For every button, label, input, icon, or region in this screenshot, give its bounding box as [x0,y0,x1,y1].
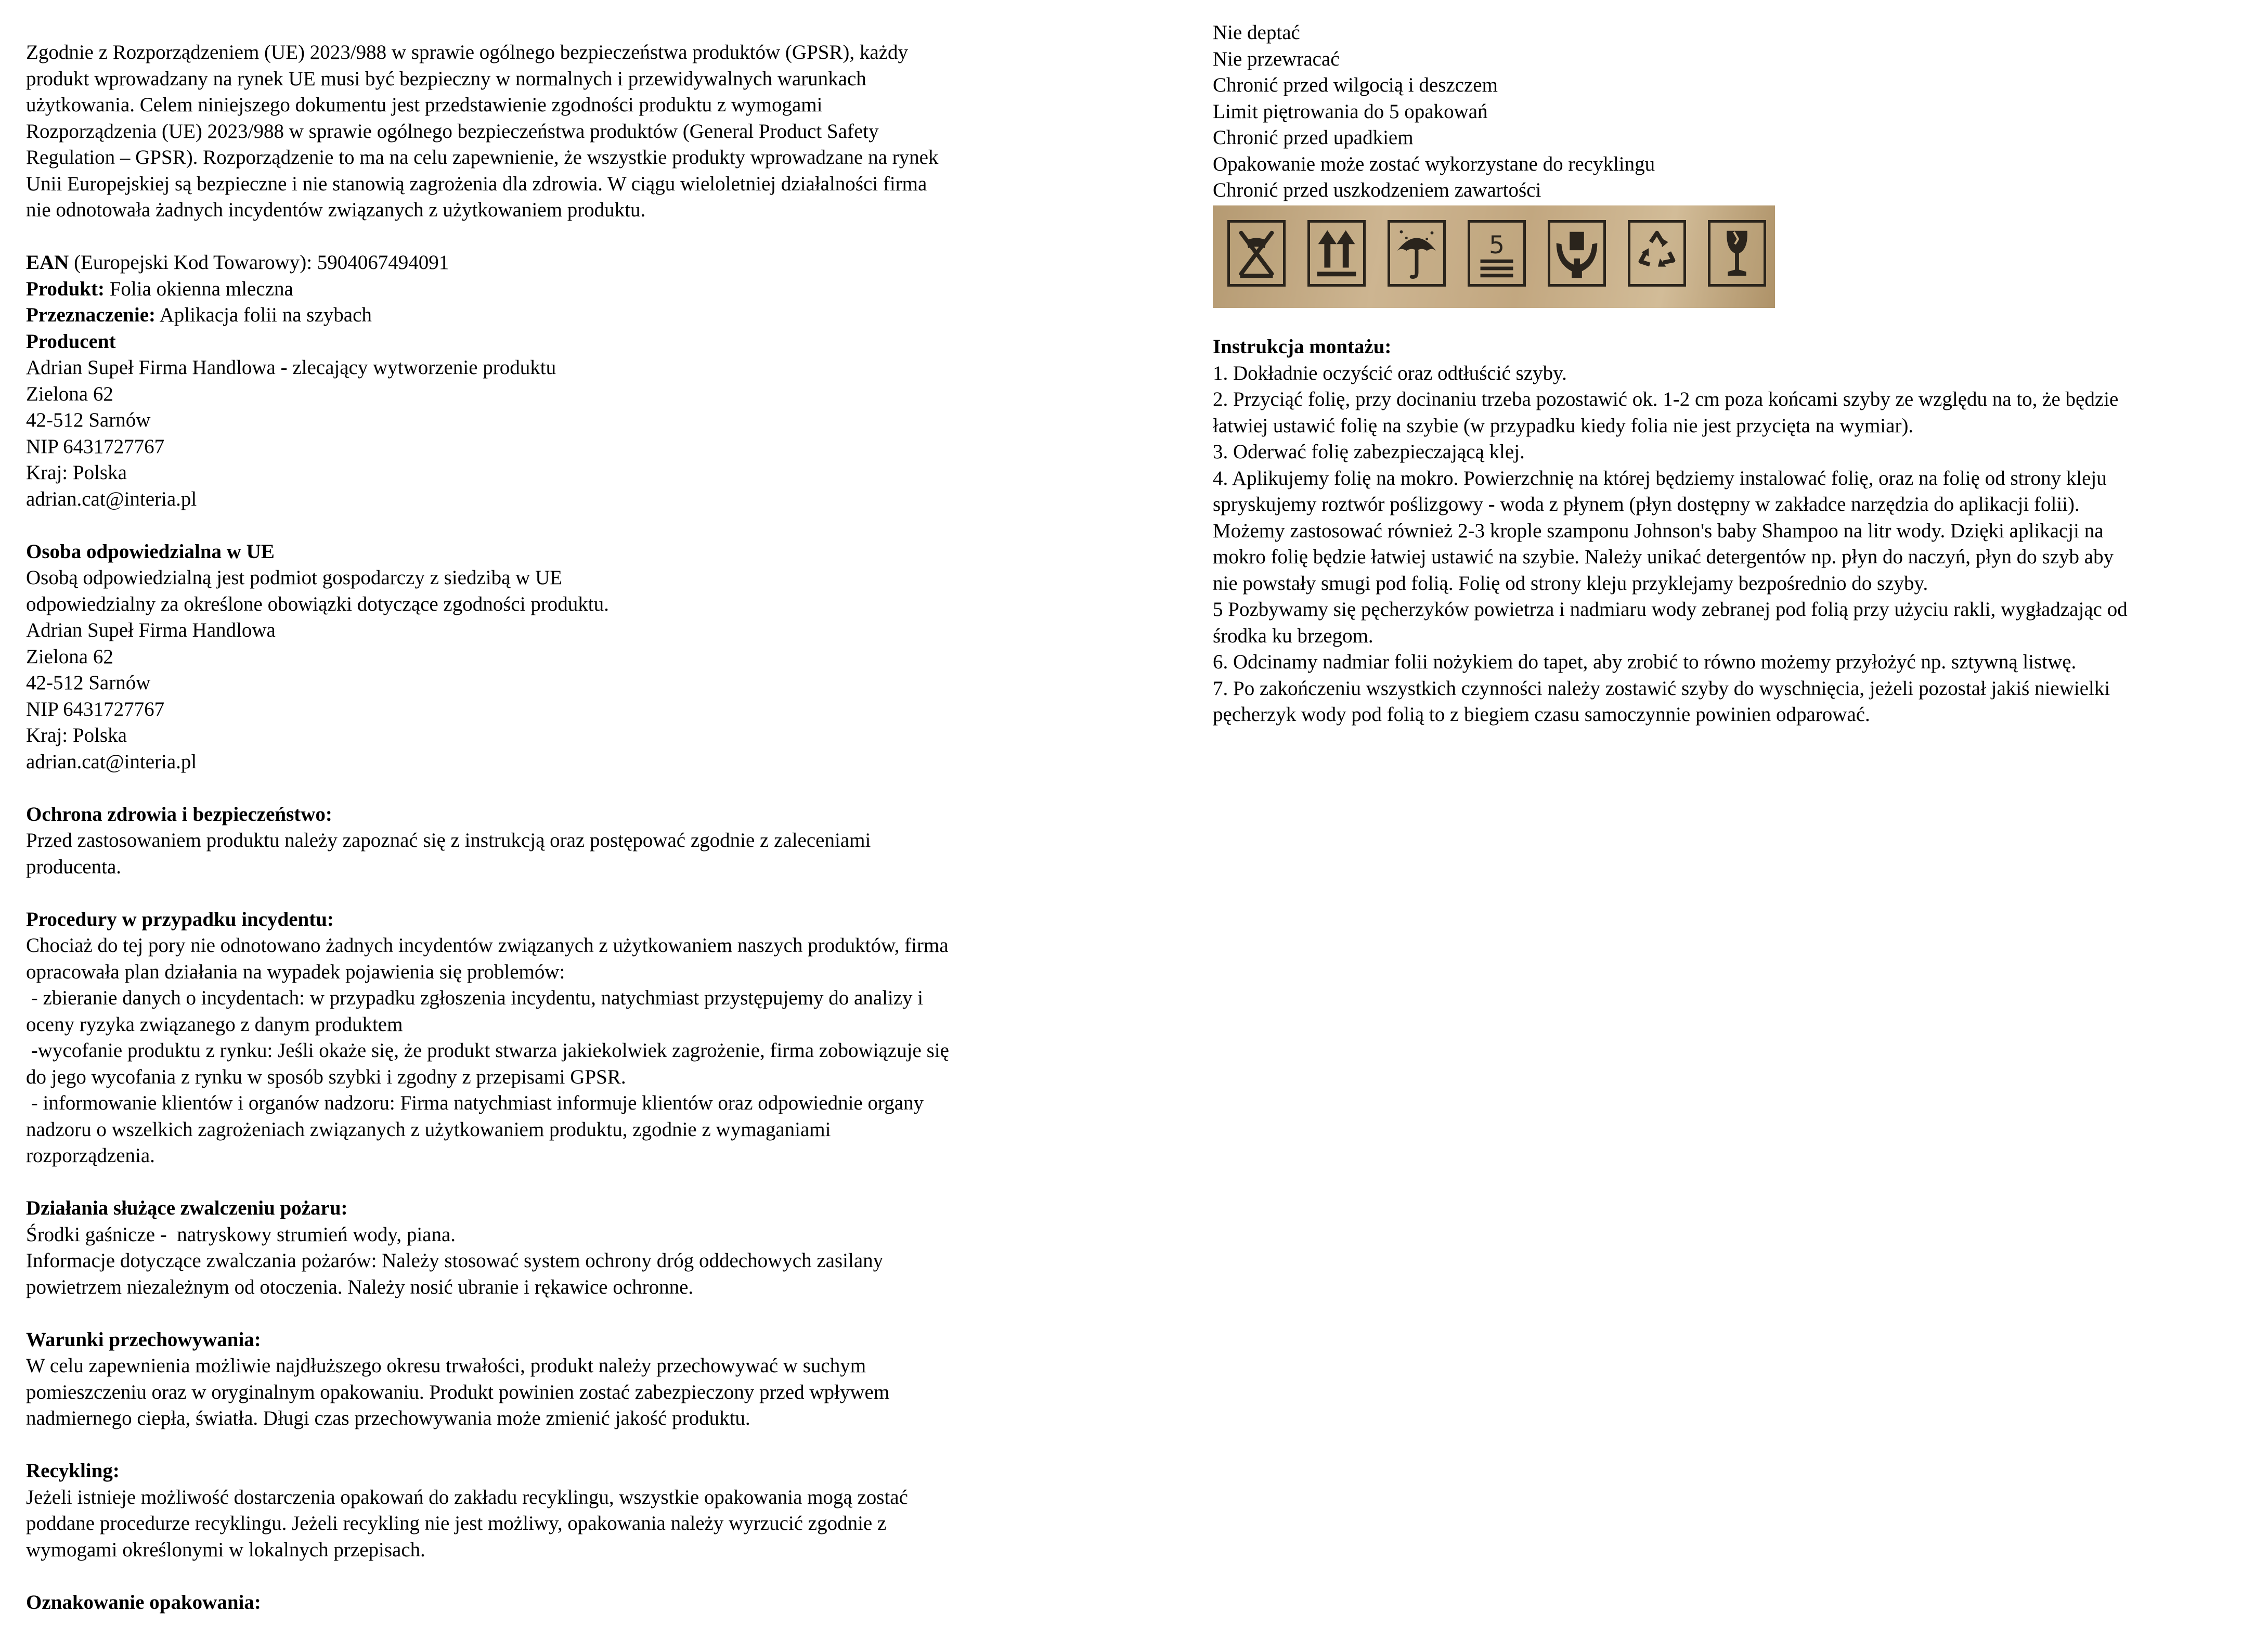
instruction-line: 2. Przyciąć folię, przy docinaniu trzeba pozostawić ok. 1-2 cm poza końcami szyby ze względu na to, że będzie [1213,388,2119,410]
section-line: wymogami określonymi w lokalnych przepisach. [26,1538,425,1561]
intro-line: użytkowania. Celem niniejszego dokumentu jest przedstawienie zgodności produktu z wymogami [26,94,823,116]
section-line: producenta. [26,855,122,878]
responsible-person-section [26,539,1071,776]
intro-line: Regulation – GPSR). Rozporządzenie to ma na celu zapewnienie, że wszystkie produkty wprowadzane na rynek [26,146,939,169]
handle-with-care-icon [1548,220,1606,287]
section-line: Chociaż do tej pory nie odnotowano żadnych incydentów związanych z użytkowaniem naszych produktów, firma [26,934,949,957]
packaging-marking-list [1213,20,2258,204]
section-line: adrian.cat@interia.pl [26,750,197,773]
ean-line [26,250,1071,276]
purpose-value: Aplikacja folii na szybach [155,304,372,326]
section-heading: Instrukcja montażu: [1213,336,1392,358]
instruction-line: nie powstały smugi pod folią. Folię od strony kleju przyklejamy bezpośrednio do szyby. [1213,572,1928,595]
instruction-line: spryskujemy roztwór poślizgowy - woda z płynem (płyn dostępny w zakładce narzędzia do aplikacji folii). [1213,493,2080,515]
section-heading: Warunki przechowywania: [26,1328,261,1351]
section-line: Informacje dotyczące zwalczania pożarów: Należy stosować system ochrony dróg oddechowych zasilany [26,1249,884,1272]
producer-line: NIP 6431727767 [26,435,165,458]
section-line: W celu zapewnienia możliwie najdłuższego okresu trwałości, produkt należy przechowywać w suchym [26,1355,866,1377]
incident-procedures-section [26,907,1071,1169]
health-safety-section [26,802,1071,881]
packaging-item: Nie deptać [1213,21,1300,44]
packaging-item: Limit piętrowania do 5 opakowań [1213,100,1488,123]
recycle-icon [1628,220,1686,287]
section-line: 42-512 Sarnów [26,672,151,694]
section-line: Przed zastosowaniem produktu należy zapoznać się z instrukcją oraz postępować zgodnie z zaleceniami [26,829,871,852]
section-line: Zielona 62 [26,645,113,668]
ean-value: (Europejski Kod Towarowy): 5904067494091 [69,251,449,274]
section-line: Środki gaśnicze - natryskowy strumień wody, piana. [26,1223,456,1246]
instruction-line: Możemy zastosować również 2-3 krople szamponu Johnson's baby Shampoo na litr wody. Dzięki aplikacji na [1213,519,2104,542]
stack-limit-number: 5 [1488,230,1505,260]
stack-limit-icon [1468,220,1526,287]
instruction-line: 1. Dokładnie oczyścić oraz odtłuścić szyby. [1213,362,1567,384]
intro-line: Rozporządzenia (UE) 2023/988 w sprawie ogólnego bezpieczeństwa produktów (General Product Safety [26,120,879,143]
section-line: oceny ryzyka związanego z danym produktem [26,1013,403,1036]
instruction-line: 6. Odcinamy nadmiar folii nożykiem do tapet, aby zrobić to równo możemy przyłożyć np. sztywną listwę. [1213,651,2077,673]
intro-line: nie odnotowała żadnych incydentów związanych z użytkowaniem produktu. [26,199,646,221]
section-heading: Procedury w przypadku incydentu: [26,908,334,931]
do-not-step-icon [1227,220,1286,287]
this-way-up-icon [1307,220,1366,287]
instruction-line: łatwiej ustawić folię na szybie (w przypadku kiedy folia nie jest przycięta na wymiar). [1213,414,1914,437]
intro-line: Zgodnie z Rozporządzeniem (UE) 2023/988 w sprawie ogólnego bezpieczeństwa produktów (GPSR), każdy [26,41,909,63]
section-line: opracowała plan działania na wypadek pojawienia się problemów: [26,960,565,983]
producer-line: Adrian Supeł Firma Handlowa - zlecający wytworzenie produktu [26,356,556,379]
product-value: Folia okienna mleczna [104,277,293,300]
intro-line: produkt wprowadzany na rynek UE musi być bezpieczny w normalnych i przewidywalnych warunkach [26,67,866,90]
installation-instructions [1213,334,2258,728]
instruction-line: 5 Pozbywamy się pęcherzyków powietrza i nadmiaru wody zebranej pod folią przy użyciu rakli, wygładzając od [1213,598,2128,621]
producer-line: 42-512 Sarnów [26,409,151,431]
section-line: NIP 6431727767 [26,698,165,720]
recycling-section [26,1458,1071,1563]
section-line: rozporządzenia. [26,1144,155,1167]
section-line: nadzoru o wszelkich zagrożeniach związanych z użytkowaniem produktu, zgodnie z wymaganiami [26,1118,831,1141]
section-line: - informowanie klientów i organów nadzoru: Firma natychmiast informuje klientów oraz odpowiednie organy [26,1092,924,1114]
packaging-symbols-image [1213,205,1775,308]
section-line: - zbieranie danych o incydentach: w przypadku zgłoszenia incydentu, natychmiast przystępujemy do analizy i [26,987,924,1009]
producer-line: Kraj: Polska [26,461,127,484]
section-line: -wycofanie produktu z rynku: Jeśli okaże się, że produkt stwarza jakiekolwiek zagrożenie, firma zobowiązuje się [26,1039,949,1062]
fire-fighting-section [26,1195,1071,1300]
packaging-item: Chronić przed wilgocią i deszczem [1213,74,1498,96]
instruction-line: 7. Po zakończeniu wszystkich czynności należy zostawić szyby do wyschnięcia, jeżeli pozostał jakiś niewielki [1213,677,2110,700]
section-line: Jeżeli istnieje możliwość dostarczenia opakowań do zakładu recyklingu, wszystkie opakowania mogą zostać [26,1486,908,1508]
intro-paragraph [26,40,1071,224]
section-heading: Działania służące zwalczeniu pożaru: [26,1197,348,1219]
product-info [26,250,1071,512]
section-line: Osobą odpowiedzialną jest podmiot gospodarczy z siedzibą w UE [26,566,563,589]
intro-line: Unii Europejskiej są bezpieczne i nie stanowią zagrożenia dla zdrowia. W ciągu wieloletniej działalności firma [26,172,927,195]
keep-dry-icon [1388,220,1446,287]
right-column [1213,20,2258,728]
producer-line: Zielona 62 [26,382,113,405]
section-line: Adrian Supeł Firma Handlowa [26,619,276,641]
packaging-heading: Oznakowanie opakowania: [26,1591,261,1614]
storage-section [26,1327,1071,1432]
section-line: powietrzem niezależnym od otoczenia. Należy nosić ubranie i rękawice ochronne. [26,1275,694,1298]
packaging-item: Chronić przed uszkodzeniem zawartości [1213,179,1541,201]
producer-heading: Producent [26,330,116,353]
packaging-item: Opakowanie może zostać wykorzystane do recyklingu [1213,152,1655,175]
left-column [26,40,1071,1616]
instruction-line: środka ku brzegom. [1213,624,1373,647]
product-label: Produkt: [26,277,105,300]
packaging-item: Nie przewracać [1213,47,1340,70]
purpose-line [26,302,1071,329]
instruction-line: pęcherzyk wody pod folią to z biegiem czasu samoczynnie powinien odparować. [1213,703,1870,726]
fragile-icon [1708,220,1766,287]
section-line: nadmiernego ciepła, światła. Długi czas przechowywania może zmienić jakość produktu. [26,1407,750,1429]
section-heading: Ochrona zdrowia i bezpieczeństwo: [26,803,332,826]
instruction-line: 4. Aplikujemy folię na mokro. Powierzchnię na której będziemy instalować folię, oraz na folię od strony kleju [1213,467,2107,489]
producer-email: adrian.cat@interia.pl [26,487,197,510]
section-line: pomieszczeniu oraz w oryginalnym opakowaniu. Produkt powinien zostać zabezpieczony przed wpływem [26,1381,890,1403]
section-line: odpowiedzialny za określone obowiązki dotyczące zgodności produktu. [26,592,609,615]
purpose-label: Przeznaczenie: [26,304,156,326]
section-heading: Osoba odpowiedzialna w UE [26,540,275,563]
ean-label: EAN [26,251,69,274]
section-heading: Recykling: [26,1460,120,1482]
instruction-line: 3. Oderwać folię zabezpieczającą klej. [1213,441,1525,463]
section-line: Kraj: Polska [26,724,127,746]
section-line: poddane procedurze recyklingu. Jeżeli recykling nie jest możliwy, opakowania należy wyrzucić zgodnie z [26,1512,887,1534]
product-line [26,276,1071,303]
instruction-line: mokro folię będzie łatwiej ustawić na szybie. Należy unikać detergentów np. płyn do naczyń, płyn do szyb aby [1213,546,2114,568]
section-line: do jego wycofania z rynku w sposób szybki i zgodny z przepisami GPSR. [26,1065,626,1088]
packaging-item: Chronić przed upadkiem [1213,126,1414,149]
